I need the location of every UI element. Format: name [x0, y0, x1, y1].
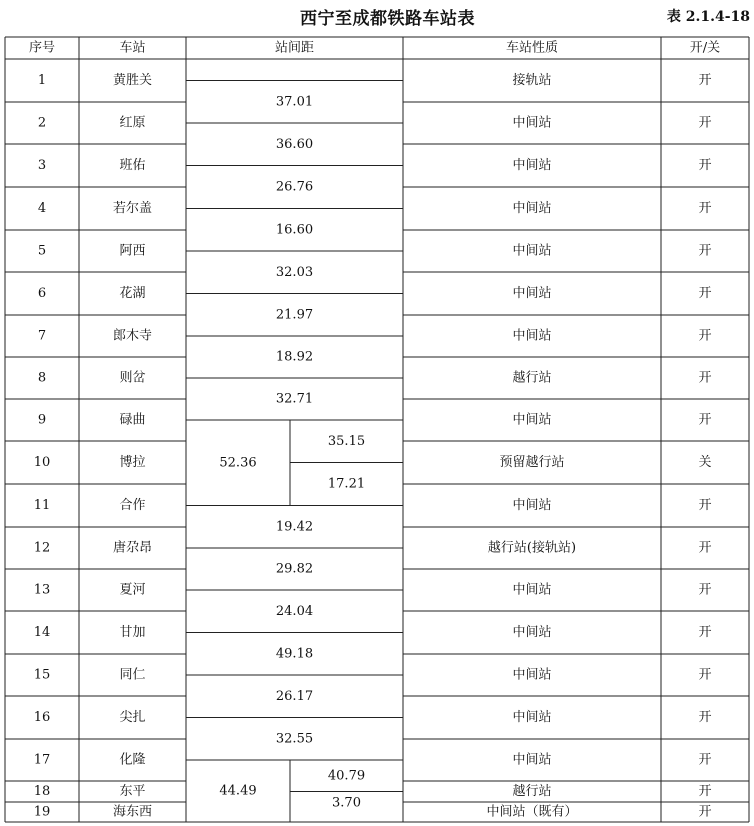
row-nature: 中间站: [512, 328, 552, 344]
row-seq: 9: [37, 412, 47, 428]
distance-value: 17.21: [327, 476, 366, 492]
row-nature: 中间站: [512, 115, 552, 131]
row-nature: 中间站: [512, 710, 552, 725]
row-station: 碌曲: [119, 412, 146, 428]
row-nature: 中间站: [512, 498, 552, 513]
row-status: 开: [698, 115, 712, 131]
row-nature: 中间站（既有）: [486, 804, 578, 820]
row-nature: 中间站: [512, 201, 552, 216]
row-station: 则岔: [119, 370, 146, 386]
row-seq: 10: [33, 455, 51, 470]
row-nature: 中间站: [512, 667, 552, 683]
row-status: 开: [698, 201, 712, 216]
row-station: 博拉: [119, 455, 146, 470]
row-nature: 越行站: [512, 370, 552, 386]
row-seq: 8: [37, 370, 47, 386]
row-seq: 13: [33, 582, 51, 598]
row-station: 甘加: [119, 625, 146, 640]
row-station: 阿西: [119, 243, 146, 259]
row-nature: 中间站: [512, 582, 552, 598]
distance-value: 29.82: [275, 561, 314, 577]
row-seq: 17: [33, 752, 51, 768]
row-seq: 18: [33, 784, 51, 799]
distance-value: 36.60: [275, 136, 314, 152]
header-station: 车站: [119, 40, 146, 56]
row-station: 黄胜关: [112, 73, 153, 88]
distance-value: 26.17: [275, 688, 314, 704]
table-number: 表 2.1.4-18: [666, 9, 750, 25]
row-station: 化隆: [119, 752, 146, 768]
row-status: 开: [698, 667, 712, 683]
row-nature: 中间站: [512, 243, 552, 259]
row-nature: 中间站: [512, 752, 552, 768]
distance-value: 37.01: [275, 94, 314, 110]
row-status: 开: [698, 158, 712, 173]
row-station: 若尔盖: [112, 201, 153, 216]
row-status: 开: [698, 243, 712, 259]
row-seq: 11: [33, 498, 51, 513]
row-nature: 预留越行站: [499, 455, 565, 470]
row-nature: 中间站: [512, 286, 552, 301]
distance-value: 3.70: [332, 795, 361, 811]
row-nature: 越行站(接轨站): [487, 540, 577, 556]
row-station: 东平: [119, 784, 146, 799]
row-status: 开: [698, 370, 712, 386]
row-seq: 12: [33, 540, 51, 556]
row-status: 开: [698, 710, 712, 725]
distance-value: 40.79: [327, 768, 366, 784]
row-status: 开: [698, 752, 712, 768]
row-seq: 5: [37, 243, 47, 259]
row-seq: 2: [37, 115, 47, 131]
distance-value: 35.15: [327, 433, 366, 449]
table-grid: [5, 37, 749, 822]
row-station: 同仁: [119, 667, 146, 683]
row-station: 夏河: [119, 582, 146, 598]
row-seq: 14: [33, 625, 51, 640]
distance-value: 49.18: [275, 646, 314, 662]
row-seq: 16: [33, 710, 51, 725]
distance-total: 44.49: [219, 783, 257, 799]
row-nature: 越行站: [512, 784, 552, 799]
table-title: 西宁至成都铁路车站表: [300, 9, 475, 29]
distance-value: 21.97: [275, 307, 314, 323]
row-nature: 中间站: [512, 412, 552, 428]
row-status: 开: [698, 286, 712, 301]
distance-value: 32.71: [275, 391, 314, 407]
row-status: 开: [698, 804, 712, 820]
table-cells: [29, 40, 720, 820]
row-status: 开: [698, 498, 712, 513]
row-seq: 1: [37, 73, 47, 88]
distance-value: 18.92: [275, 349, 314, 365]
header-distance: 站间距: [274, 40, 315, 56]
row-status: 开: [698, 784, 712, 799]
row-status: 开: [698, 625, 712, 640]
row-nature: 中间站: [512, 158, 552, 173]
row-nature: 中间站: [512, 625, 552, 640]
row-station: 海东西: [112, 804, 153, 820]
row-seq: 19: [33, 804, 51, 820]
distance-value: 32.55: [275, 731, 314, 747]
row-seq: 3: [37, 158, 47, 173]
row-seq: 15: [33, 667, 51, 683]
row-station: 唐尕昂: [112, 540, 153, 556]
row-seq: 4: [37, 201, 47, 216]
row-station: 花湖: [119, 286, 146, 301]
row-status: 关: [698, 455, 712, 470]
distance-value: 19.42: [275, 519, 314, 535]
distance-total: 52.36: [219, 455, 257, 471]
row-status: 开: [698, 582, 712, 598]
distance-value: 32.03: [275, 264, 314, 280]
row-station: 尖扎: [119, 710, 146, 725]
row-status: 开: [698, 412, 712, 428]
row-seq: 6: [37, 286, 47, 301]
distance-value: 24.04: [275, 603, 314, 619]
row-nature: 接轨站: [512, 73, 552, 88]
distance-value: 26.76: [275, 179, 314, 195]
row-seq: 7: [37, 328, 47, 344]
row-station: 合作: [119, 498, 146, 513]
row-status: 开: [698, 328, 712, 344]
header-open-close: 开/关: [689, 40, 721, 56]
header-seq: 序号: [28, 40, 56, 56]
distance-value: 16.60: [275, 222, 314, 238]
row-station: 红原: [119, 115, 146, 131]
row-station: 班佑: [119, 158, 146, 173]
header-nature: 车站性质: [505, 40, 559, 56]
row-status: 开: [698, 73, 712, 88]
row-station: 郎木寺: [112, 328, 153, 344]
row-status: 开: [698, 540, 712, 556]
